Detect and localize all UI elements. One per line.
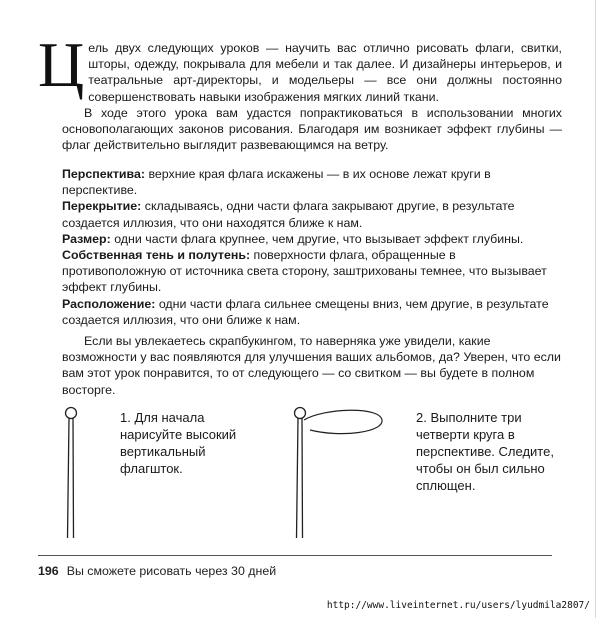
term-label: Расположение: [62, 296, 156, 311]
term-text: одни части флага сильнее смещены вниз, чем другие, в результате создается иллюзия, что они ближе к нам. [62, 296, 549, 327]
pole-top-ball [66, 408, 77, 419]
pole-right-edge [302, 418, 303, 538]
intro-paragraph-1: ель двух следующих уроков — научить вас отлично рисовать флаги, свитки, шторы, одежду, покрывала для мебели и так далее. И дизайнеры интерьеров, и театральные арт-директоры, и модельеры — все они должны постоянно совершенствовать навыки изображения мягких линий ткани. [88, 41, 562, 104]
term-size [62, 231, 562, 247]
page-edge [595, 0, 596, 618]
outro-paragraph [62, 333, 562, 398]
step-1-instruction: 1. Для начала нарисуйте высокий вертикальный флагшток. [120, 410, 237, 476]
page-footer [38, 564, 276, 578]
pole-left-edge [68, 418, 70, 538]
watermark-url: http://www.liveinternet.ru/users/lyudmila2807/ [326, 600, 590, 611]
term-perspective [62, 166, 562, 198]
footer-divider [38, 555, 552, 556]
pole-top-ball [295, 408, 306, 419]
page-number: 196 [38, 564, 59, 578]
term-label: Размер: [62, 231, 111, 246]
term-overlap [62, 198, 562, 230]
book-title: Вы сможете рисовать через 30 дней [66, 564, 277, 578]
perspective-arc [304, 410, 382, 433]
step-2-instruction: 2. Выполните три четверти круга в перспективе. Следите, чтобы он был сильно сплющен. [416, 410, 554, 493]
intro-text [38, 29, 562, 153]
step2-flagpole-drawing [284, 404, 394, 544]
term-text: поверхности флага, обращенные в противоположную от источника света сторону, заштрихованы темнее, что вызывает эффект глубины. [62, 248, 547, 295]
term-shading [62, 247, 562, 296]
drop-cap: Ц [38, 29, 85, 100]
term-label: Перспектива: [62, 167, 145, 181]
term-text: одни части флага крупнее, чем другие, что вызывает эффект глубины. [110, 231, 524, 246]
term-label: Собственная тень и полутень: [62, 248, 251, 263]
term-placement [62, 296, 562, 328]
pole-right-edge [73, 418, 74, 538]
intro-paragraph-2: В ходе этого урока вам удастся попрактиковаться в использовании многих основополагающих законов рисования. Благодаря им возникает эффект глубины — флаг действительно выглядит развевающимся на ветру. [62, 105, 562, 153]
depth-terms-list [62, 166, 562, 328]
term-text: складываясь, одни части флага закрывают другие, в результате создается иллюзия, что они находятся ближе к нам. [62, 199, 515, 230]
term-label: Перекрытие: [62, 199, 142, 214]
step1-flagpole-drawing [56, 404, 86, 544]
outro-text: Если вы увлекаетесь скрапбукингом, то наверняка уже увидели, какие возможности у вас появляются для улучшения ваших альбомов, да? Уверен, что если вам этот урок понравится, то от следующего — со свитком — вы будете в полном восторге. [62, 334, 561, 397]
term-text: верхние края флага искажены — в их основе лежат круги в перспективе. [62, 167, 491, 198]
pole-left-edge [297, 418, 299, 538]
